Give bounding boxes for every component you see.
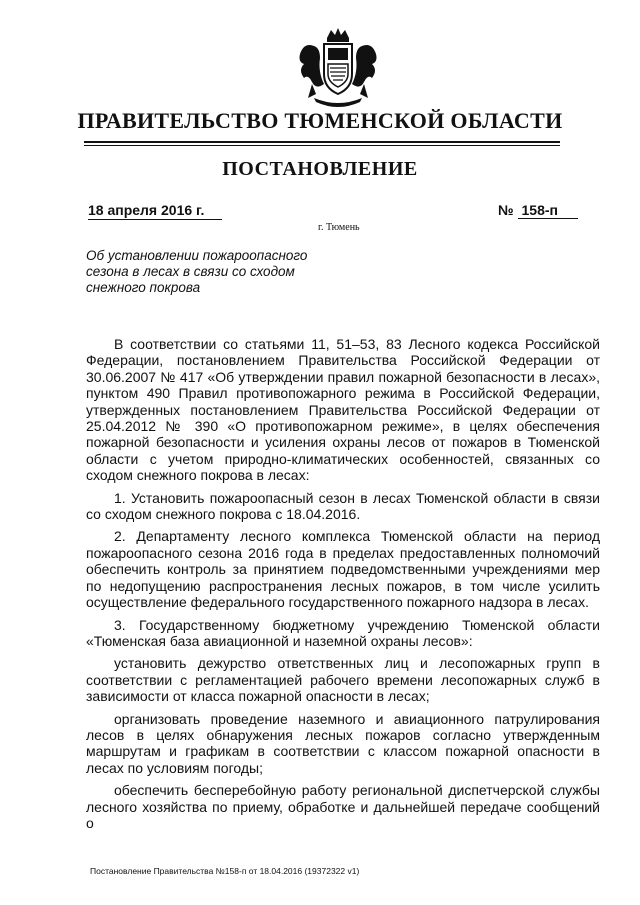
document-city: г. Тюмень — [318, 222, 360, 233]
paragraph-item-2: 2. Департаменту лесного комплекса Тюменской области на период пожароопасного сезона 2016 года в пределах предоставленных полномочий обеспечить контроль за принятием подведомственными учреждениями мер по недопущению распространения лесных пожаров, в том числе усилить осуществление федерального государственного пожарного надзора в лесах. — [86, 528, 600, 611]
tyumen-coat-of-arms-icon — [294, 24, 382, 108]
document-number — [498, 202, 578, 219]
paragraph-subitem-patrol: организовать проведение наземного и авиационного патрулирования лесов в целях обнаружения лесных пожаров согласно утвержденным маршрутам и графикам в соответствии с классом пожарной опасности в лесах по условиям погоды; — [86, 710, 600, 776]
header-rule-thick — [84, 141, 560, 143]
document-body — [86, 336, 600, 837]
document-subject: Об установлении пожароопасного сезона в лесах в связи со сходом снежного покрова — [86, 248, 308, 295]
paragraph-item-1: 1. Установить пожароопасный сезон в лесах Тюменской области в связи со сходом снежного покрова с 18.04.2016. — [86, 489, 600, 523]
organization-title: ПРАВИТЕЛЬСТВО ТЮМЕНСКОЙ ОБЛАСТИ — [77, 108, 563, 133]
paragraph-item-3: 3. Государственному бюджетному учреждению Тюменской области «Тюменская база авиационной и наземной охраны лесов»: — [86, 616, 600, 649]
paragraph-preamble: В соответствии со статьями 11, 51–53, 83 Лесного кодекса Российской Федерации, постановлением Правительства Российской Федерации от 30.06.2007 № 417 «Об утверждении правил пожарной безопасности в лесах», пунктом 490 Правил противопожарного режима в Российской Федерации, утвержденных постановлением Правительства Российской Федерации от 25.04.2012 № 390 «О противопожарном режиме», в целях обеспечения пожарной безопасности и усиления охраны лесов от пожаров в Тюменской области с учетом природно-климатических особенностей, связанных со сходом снежного покрова в лесах: — [86, 336, 600, 484]
number-value: 158-п — [518, 202, 578, 219]
header-rule-thin — [84, 145, 560, 146]
document-date: 18 апреля 2016 г. — [88, 202, 222, 220]
number-label: № — [498, 202, 514, 218]
paragraph-subitem-duty: установить дежурство ответственных лиц и лесопожарных групп в соответствии с регламентацией рабочего времени лесопожарных служб в зависимости от класса пожарной опасности в лесах; — [86, 655, 600, 705]
document-type-title: ПОСТАНОВЛЕНИЕ — [222, 158, 418, 180]
document-footer: Постановление Правительства №158-п от 18.04.2016 (19372322 v1) — [90, 866, 360, 876]
paragraph-subitem-dispatch: обеспечить бесперебойную работу региональной диспетчерской службы лесного хозяйства по приему, обработке и дальнейшей передаче сообщений о — [86, 782, 600, 831]
